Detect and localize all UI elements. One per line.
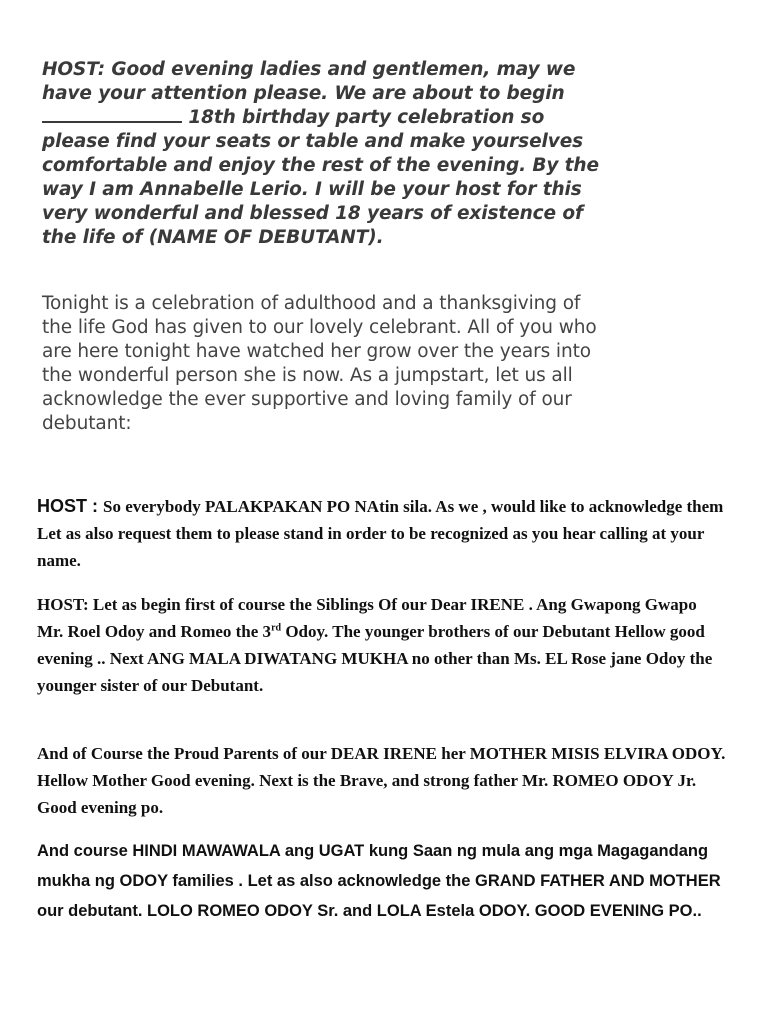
siblings-paragraph — [37, 591, 727, 699]
host-applause-paragraph — [37, 493, 727, 574]
tonight-text: Tonight is a celebration of adulthood and a thanksgiving of the life God has given to our lovely celebrant. All of you who are here tonight have watched her grow over the years into the wonderful person she is now. As a jumpstart, let us all acknowledge the ever supportive and loving family of our debutant: — [42, 293, 597, 434]
tonight-paragraph — [42, 292, 602, 436]
intro-text-part2: 18th birthday party celebration so please find your seats or table and make yourselves comfortable and enjoy the rest of the evening. By the way I am Annabelle Lerio. I will be your host for this very wonderful and blessed 18 years of existence of the life of (NAME OF DEBUTANT). — [42, 107, 599, 248]
grandparents-paragraph — [37, 836, 737, 926]
host-applause-text: So everybody PALAKPAKAN PO NAtin sila. As we , would like to acknowledge them Let as also request them to please stand in order to be recognized as you hear calling at your name. — [37, 497, 724, 570]
ordinal-suffix: rd — [271, 622, 282, 634]
name-blank-line — [42, 107, 182, 123]
intro-paragraph — [42, 58, 602, 250]
parents-text: And of Course the Proud Parents of our DEAR IRENE her MOTHER MISIS ELVIRA ODOY. Hellow Mother Good evening. Next is the Brave, and strong father Mr. ROMEO ODOY Jr. Good evening po. — [37, 744, 726, 817]
host-label: HOST : — [37, 496, 103, 516]
intro-text-part1: HOST: Good evening ladies and gentlemen, may we have your attention please. We are about to begin — [42, 59, 576, 104]
grandparents-text: And course HINDI MAWAWALA ang UGAT kung Saan ng mula ang mga Magagandang mukha ng ODOY families . Let as also acknowledge the GRAND FATHER AND MOTHER our debutant. LOLO ROMEO ODOY Sr. and LOLA Estela ODOY. GOOD EVENING PO.. — [37, 842, 721, 920]
siblings-text-part2: Odoy. The younger brothers of our Debutant Hellow good evening .. Next ANG MALA DIWATANG MUKHA no other than Ms. EL Rose jane Odoy the younger sister of our Debutant. — [37, 622, 713, 695]
siblings-text-part1: HOST: Let as begin first of course the Siblings Of our Dear IRENE . Ang Gwapong Gwapo Mr. Roel Odoy and Romeo the 3 — [37, 595, 697, 641]
parents-paragraph — [37, 740, 727, 821]
